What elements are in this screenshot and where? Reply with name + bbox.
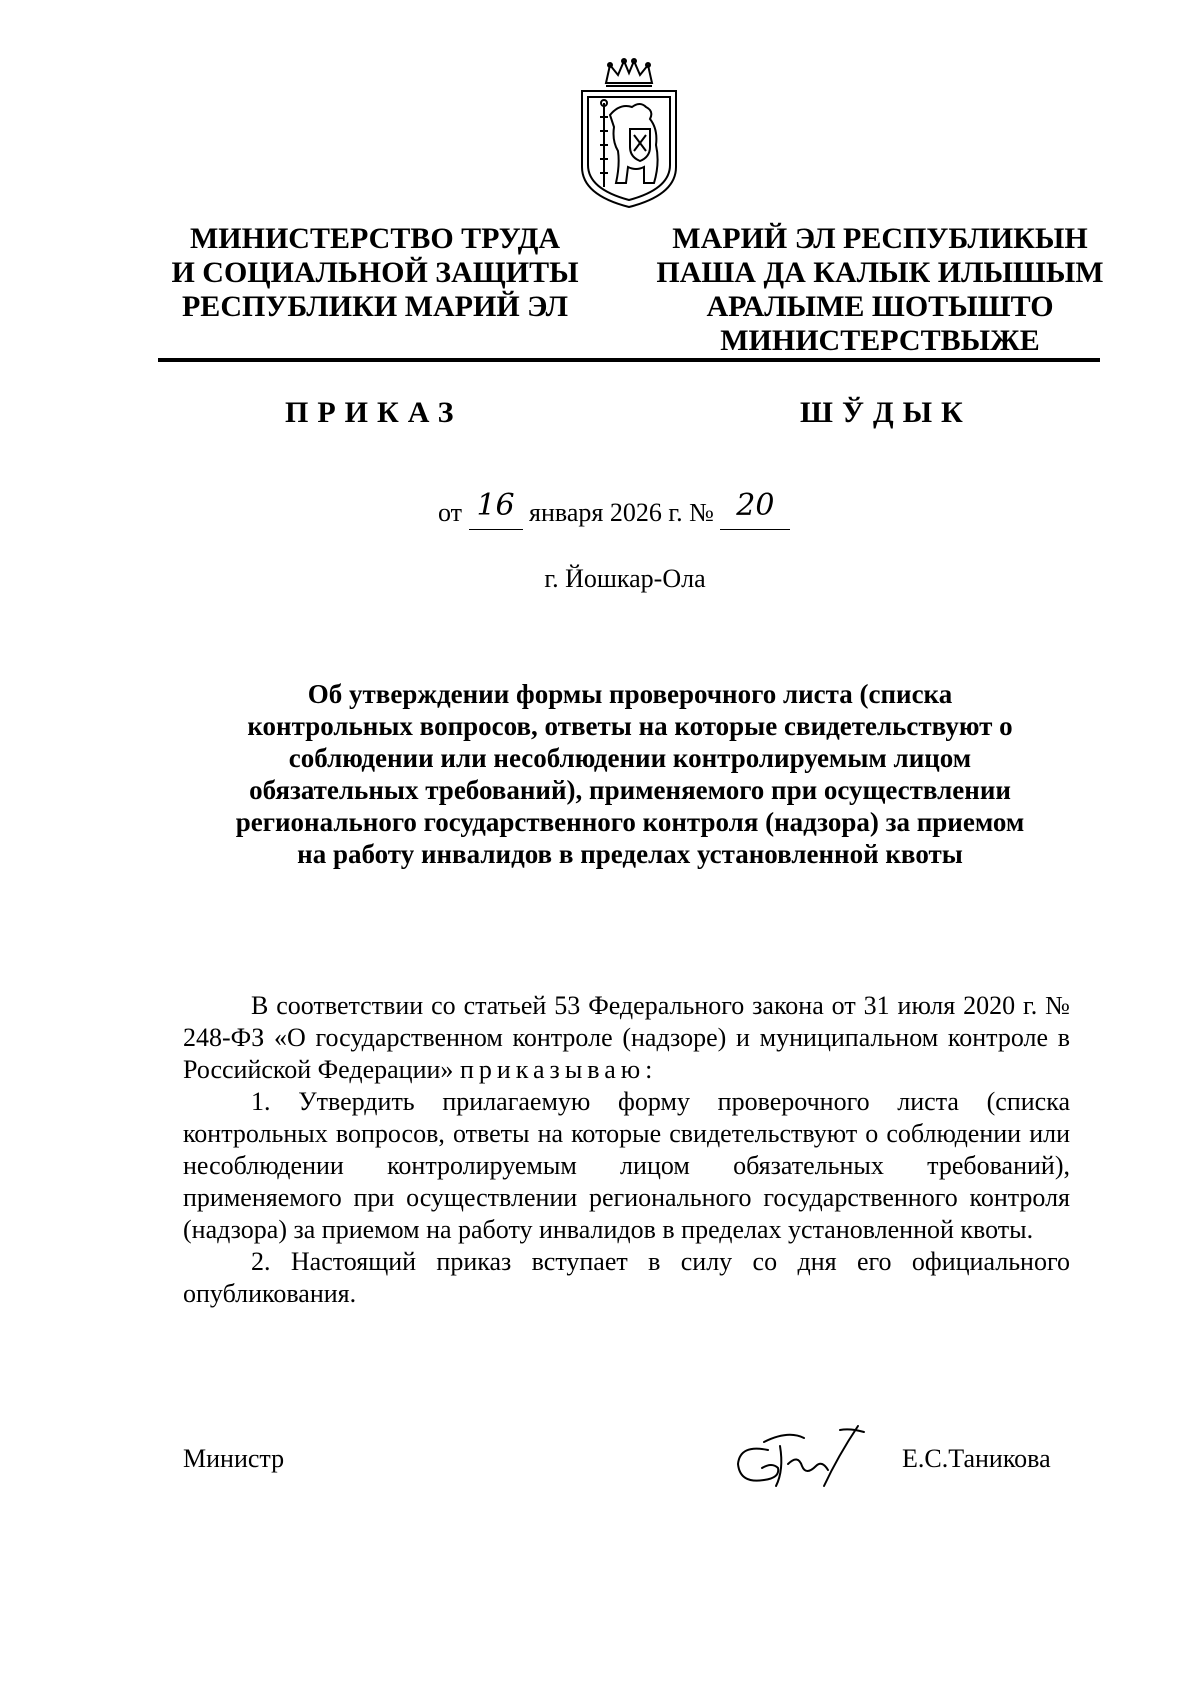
date-day-field <box>469 488 523 530</box>
order-number: 20 <box>736 488 775 523</box>
date-month-year: января 2026 г. <box>529 498 683 527</box>
doc-type-mari: ШЎДЫК <box>800 396 972 429</box>
city: г. Йошкар-Ола <box>544 564 706 593</box>
order-word: приказываю: <box>459 1055 658 1084</box>
doc-type-ru: ПРИКАЗ <box>285 396 463 429</box>
number-sign: № <box>689 498 714 527</box>
ministry-mari-line: ПАША ДА КАЛЫК ИЛЫШЫМ <box>656 256 1104 289</box>
date-day: 16 <box>476 488 515 523</box>
ministry-ru-line: И СОЦИАЛЬНОЙ ЗАЩИТЫ <box>171 256 579 289</box>
ministry-name-mari <box>650 222 1110 358</box>
order-number-field <box>720 488 790 530</box>
document-title: Об утверждении формы проверочного листа (списка контрольных вопросов, ответы на которые свидетельствуют о соблюдении или несоблюдении контролируемым лицом обязательных требований), применяемого при осуществлении регионального государственного контроля (надзора) за приемом на работу инвалидов в пределах установленной квоты <box>235 679 1025 869</box>
signer-position: Министр <box>183 1444 285 1473</box>
body-paragraph-intro <box>183 990 1070 1086</box>
ministry-name-ru <box>155 222 595 324</box>
date-line <box>438 488 790 530</box>
ministry-mari-line: МАРИЙ ЭЛ РЕСПУБЛИКЫН <box>672 222 1088 255</box>
body-paragraph-item2: 2. Настоящий приказ вступает в силу со дня его официального опубликования. <box>183 1247 1070 1308</box>
date-prefix: от <box>438 498 463 527</box>
document-body <box>183 990 1070 1310</box>
coat-of-arms-icon <box>574 55 684 215</box>
ministry-mari-line: АРАЛЫМЕ ШОТЫШТО <box>706 290 1054 323</box>
signer-name: Е.С.Таникова <box>902 1444 1051 1473</box>
header-divider <box>158 358 1100 362</box>
ministry-ru-line: РЕСПУБЛИКИ МАРИЙ ЭЛ <box>181 290 568 323</box>
body-paragraph-item1: 1. Утвердить прилагаемую форму проверочного листа (списка контрольных вопросов, ответы на которые свидетельствуют о соблюдении или несоблюдении контролируемым лицом обязательных требований), применяемого при осуществлении регионального государственного контроля (надзора) за приемом на работу инвалидов в пределах установленной квоты. <box>183 1087 1070 1244</box>
ministry-mari-line: МИНИСТЕРСТВЫЖЕ <box>720 324 1040 357</box>
signature-icon <box>728 1420 878 1492</box>
ministry-ru-line: МИНИСТЕРСТВО ТРУДА <box>189 222 561 255</box>
intro-text: В соответствии со статьей 53 Федерального закона от 31 июля 2020 г. № 248-ФЗ «О государственном контроле (надзоре) и муниципальном контроле в Российской Федерации» <box>183 991 1070 1084</box>
